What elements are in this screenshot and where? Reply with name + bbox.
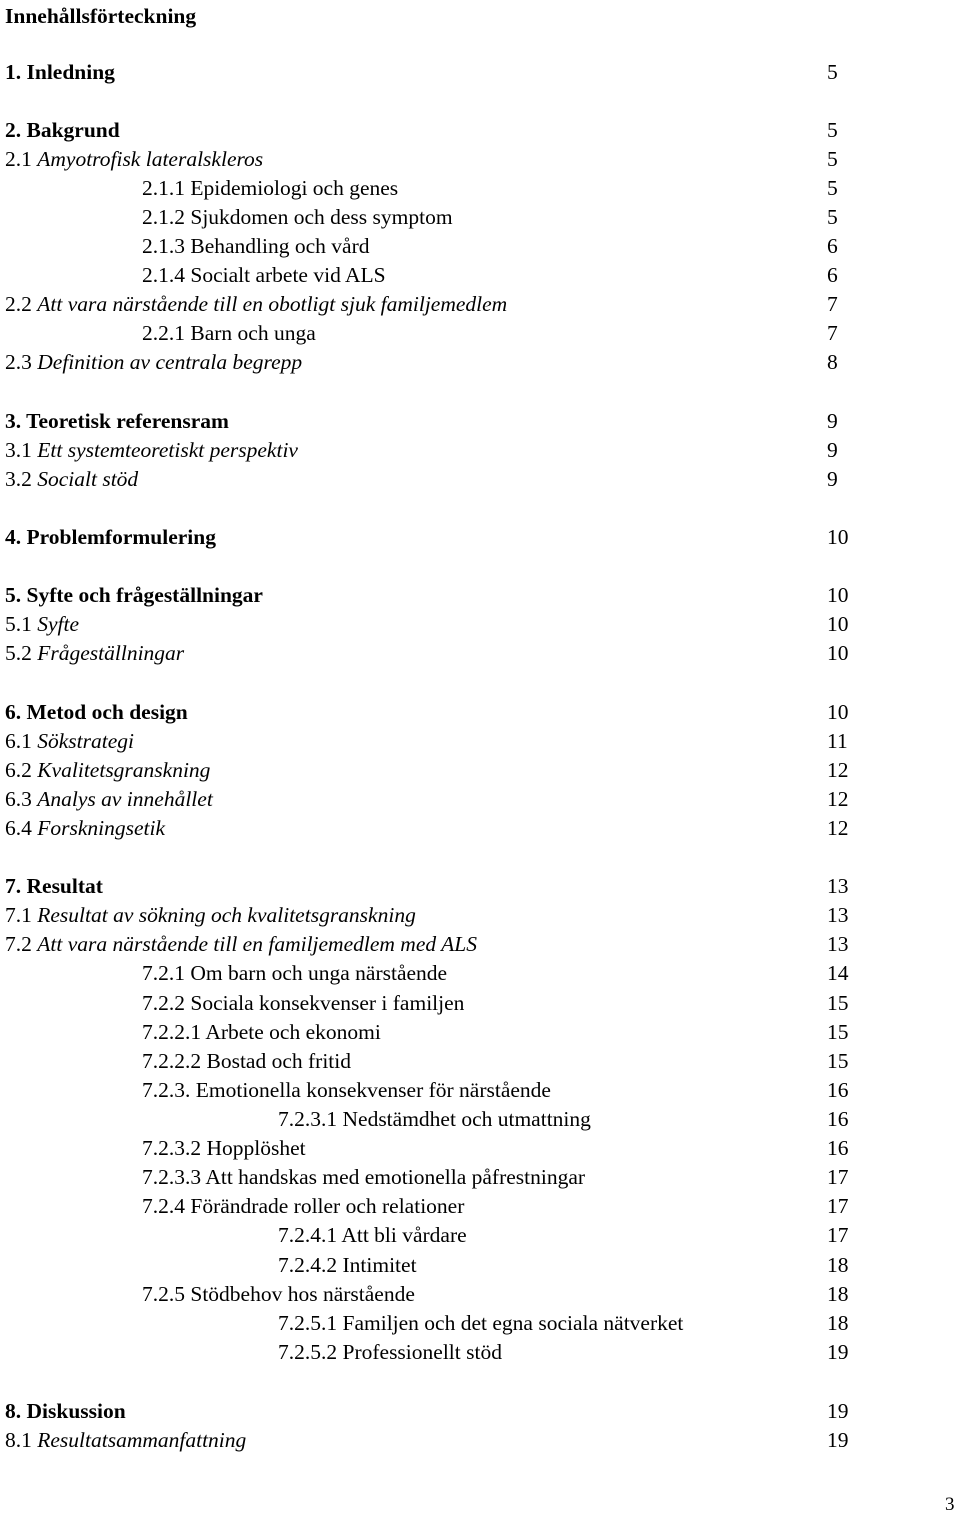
toc-entry-page: 16 [827, 1107, 849, 1131]
toc-entry-title [5, 873, 103, 899]
toc-entry-page: 17 [827, 1223, 849, 1247]
toc-entry-title [5, 437, 298, 463]
toc-entry-title [5, 786, 213, 812]
toc-entry [0, 1019, 900, 1048]
toc-entry [0, 582, 900, 611]
toc-entry-label: Att vara närstående till en familjemedlem med ALS [37, 932, 477, 956]
toc-entry-title [142, 262, 386, 288]
toc-entry-label: Definition av centrala begrepp [37, 350, 303, 374]
toc-entry [0, 1193, 900, 1222]
toc-entry [0, 466, 900, 495]
toc-entry-title [5, 902, 416, 928]
toc-entry-title [278, 1252, 417, 1278]
toc-entry-page: 10 [827, 641, 849, 665]
toc-entry-number: 2.1.3 Behandling och vård [142, 234, 370, 258]
toc-entry [0, 1281, 900, 1310]
toc-entry-label: Ett systemteoretiskt perspektiv [37, 438, 298, 462]
toc-entry-number: 8. Diskussion [5, 1399, 126, 1423]
toc-entry-label: Resultat av sökning och kvalitetsgranskning [37, 903, 416, 927]
toc-entry-title [5, 757, 210, 783]
toc-entry-page: 16 [827, 1078, 849, 1102]
toc-entry [0, 1398, 900, 1427]
toc-entry-page: 8 [827, 350, 838, 374]
toc-entry-number: 3. Teoretisk referensram [5, 409, 229, 433]
toc-entry-title [5, 117, 120, 143]
toc-entry-number: 5. Syfte och frågeställningar [5, 583, 263, 607]
toc-entry-title [278, 1106, 591, 1132]
toc-entry-number: 7.2 [5, 932, 38, 956]
toc-entry [0, 611, 900, 640]
toc-entry-title [142, 960, 447, 986]
toc-entry-title [142, 175, 398, 201]
toc-entry-page: 10 [827, 525, 849, 549]
toc-entry [0, 1106, 900, 1135]
toc-entry-title [142, 1193, 464, 1219]
toc-entry-number: 2.1.2 Sjukdomen och dess symptom [142, 205, 453, 229]
toc-entry-page: 15 [827, 1020, 849, 1044]
toc-entry-page: 19 [827, 1340, 849, 1364]
toc-entry-title [5, 699, 188, 725]
toc-entry-title [5, 728, 134, 754]
toc-entry-number: 2.3 [5, 350, 38, 374]
toc-entry-number: 2.2 [5, 292, 38, 316]
toc-entry-number: 2. Bakgrund [5, 118, 120, 142]
toc-entry-page: 19 [827, 1428, 849, 1452]
toc-entry-number: 6.3 [5, 787, 38, 811]
toc-entry-number: 7.2.1 Om barn och unga närstående [142, 961, 448, 985]
toc-entry-title [5, 640, 184, 666]
toc-entry-label: Sökstrategi [37, 729, 134, 753]
toc-entry-title [142, 1164, 585, 1190]
toc-entry-page: 19 [827, 1399, 849, 1423]
toc-entry-number: 7.2.5 Stödbehov hos närstående [142, 1282, 415, 1306]
toc-entry [0, 699, 900, 728]
toc-entry [0, 437, 900, 466]
toc-entry-number: 7.2.4.2 Intimitet [278, 1253, 417, 1277]
toc-entry [0, 175, 900, 204]
toc-entry-page: 7 [827, 321, 838, 345]
toc-entry-label: Att vara närstående till en obotligt sjuk familjemedlem [37, 292, 508, 316]
toc-entry-page: 11 [827, 729, 848, 753]
toc-entry-number: 5.1 [5, 612, 38, 636]
toc-entry-number: 7.2.5.2 Professionellt stöd [278, 1340, 502, 1364]
toc-entry [0, 117, 900, 146]
toc-entry-page: 6 [827, 263, 838, 287]
toc-entry [0, 524, 900, 553]
toc-entry-page: 5 [827, 60, 838, 84]
toc-entry-title [5, 524, 216, 550]
toc-entry-title [142, 1135, 306, 1161]
toc-entry-number: 8.1 [5, 1428, 38, 1452]
toc-entry-number: 7.2.4.1 Att bli vårdare [278, 1223, 467, 1247]
page-number: 3 [945, 1494, 955, 1515]
toc-entry [0, 873, 900, 902]
toc-entry [0, 320, 900, 349]
toc-entry-page: 13 [827, 903, 849, 927]
toc-entry-number: 6.2 [5, 758, 38, 782]
toc-entry-page: 12 [827, 816, 849, 840]
toc-entry [0, 349, 900, 378]
toc-entry-page: 5 [827, 147, 838, 171]
toc-entry-title [278, 1339, 502, 1365]
toc-entry-title [278, 1222, 467, 1248]
toc-entry-title [278, 1310, 683, 1336]
toc-entry-page: 12 [827, 758, 849, 782]
toc-entry-title [142, 1048, 351, 1074]
toc-entry-number: 7.2.3.3 Att handskas med emotionella påfrestningar [142, 1165, 586, 1189]
toc-entry-page: 7 [827, 292, 838, 316]
toc-entry-number: 6.1 [5, 729, 38, 753]
toc-entry-title [5, 466, 138, 492]
toc-entry [0, 1077, 900, 1106]
toc-entry [0, 1135, 900, 1164]
toc-entry [0, 902, 900, 931]
toc-entry [0, 990, 900, 1019]
toc-entry-number: 2.1.4 Socialt arbete vid ALS [142, 263, 386, 287]
toc-entry-page: 12 [827, 787, 849, 811]
toc-entry-title [142, 1077, 551, 1103]
toc-entry-page: 10 [827, 700, 849, 724]
toc-entry-page: 18 [827, 1311, 849, 1335]
toc-entry-page: 6 [827, 234, 838, 258]
toc-entry [0, 1222, 900, 1251]
toc-entry-number: 6. Metod och design [5, 700, 188, 724]
toc-entry-page: 9 [827, 409, 838, 433]
toc-entry-page: 5 [827, 118, 838, 142]
toc-entry-page: 13 [827, 874, 849, 898]
toc-entry-page: 17 [827, 1165, 849, 1189]
toc-entry-number: 7. Resultat [5, 874, 103, 898]
toc-entry [0, 757, 900, 786]
toc-entry-title [142, 1281, 415, 1307]
toc-entry [0, 204, 900, 233]
toc-entry-title [142, 990, 464, 1016]
toc-entry-label: Socialt stöd [37, 467, 139, 491]
toc-entry-title [5, 582, 263, 608]
toc-entry-number: 3.2 [5, 467, 38, 491]
toc-entry-number: 2.1.1 Epidemiologi och genes [142, 176, 399, 200]
toc-entry-title [5, 59, 115, 85]
toc-entry [0, 146, 900, 175]
toc-entry-page: 13 [827, 932, 849, 956]
toc-entry [0, 786, 900, 815]
toc-entry-number: 2.2.1 Barn och unga [142, 321, 316, 345]
toc-entry-number: 7.2.2.2 Bostad och fritid [142, 1049, 352, 1073]
toc-entry [0, 1339, 900, 1368]
toc-entry-page: 18 [827, 1253, 849, 1277]
toc-entry [0, 1252, 900, 1281]
toc-entry [0, 262, 900, 291]
toc-entry-page: 17 [827, 1194, 849, 1218]
toc-entry-number: 7.2.2 Sociala konsekvenser i familjen [142, 991, 465, 1015]
toc-entry-page: 9 [827, 438, 838, 462]
toc-entry-number: 7.2.3.2 Hopplöshet [142, 1136, 306, 1160]
toc-entry-label: Forskningsetik [37, 816, 166, 840]
toc-entry-page: 5 [827, 205, 838, 229]
toc-entry [0, 233, 900, 262]
toc-entry-label: Kvalitetsgranskning [37, 758, 211, 782]
toc-entry [0, 1310, 900, 1339]
toc-entry-title [5, 815, 165, 841]
toc-entry-title [5, 931, 477, 957]
toc-entry-page: 15 [827, 1049, 849, 1073]
toc-entry-page: 16 [827, 1136, 849, 1160]
toc-entry-page: 15 [827, 991, 849, 1015]
toc-entry-title [5, 408, 229, 434]
toc-entry-number: 4. Problemformulering [5, 525, 216, 549]
toc-entry [0, 815, 900, 844]
toc-entry-label: Frågeställningar [37, 641, 185, 665]
toc-entry-title [5, 291, 507, 317]
toc-entry-number: 6.4 [5, 816, 38, 840]
toc-entry [0, 960, 900, 989]
toc-entry-page: 5 [827, 176, 838, 200]
toc-entry [0, 1427, 900, 1456]
toc-entry-number: 1. Inledning [5, 60, 115, 84]
toc-entry [0, 408, 900, 437]
toc-entry [0, 59, 900, 88]
toc-entry-number: 7.2.5.1 Familjen och det egna sociala nätverket [278, 1311, 684, 1335]
toc-entry-number: 5.2 [5, 641, 38, 665]
toc-entry-page: 14 [827, 961, 849, 985]
toc-entry-number: 2.1 [5, 147, 38, 171]
toc-entry-page: 9 [827, 467, 838, 491]
toc-entry-title [142, 204, 453, 230]
toc-entry-number: 3.1 [5, 438, 38, 462]
toc-entry-number: 7.1 [5, 903, 38, 927]
toc-entry-page: 10 [827, 583, 849, 607]
toc-entry-page: 18 [827, 1282, 849, 1306]
toc-entry-label: Analys av innehållet [37, 787, 213, 811]
toc-entry-title [5, 611, 79, 637]
toc-entry-number: 7.2.3.1 Nedstämdhet och utmattning [278, 1107, 591, 1131]
toc-entry-number: 7.2.3. Emotionella konsekvenser för närstående [142, 1078, 551, 1102]
toc-entry [0, 291, 900, 320]
toc-entry-label: Syfte [37, 612, 80, 636]
toc-entry [0, 728, 900, 757]
toc-heading: Innehållsförteckning [5, 4, 197, 28]
toc-entry-title [142, 233, 370, 259]
toc-entry-label: Amyotrofisk lateralskleros [37, 147, 264, 171]
toc-entry-title [5, 146, 263, 172]
toc-entry-page: 10 [827, 612, 849, 636]
toc-entry-number: 7.2.2.1 Arbete och ekonomi [142, 1020, 381, 1044]
toc-entry-title [5, 349, 302, 375]
toc-entry [0, 1164, 900, 1193]
toc-entry-title [5, 1398, 126, 1424]
toc-entry-number: 7.2.4 Förändrade roller och relationer [142, 1194, 465, 1218]
toc-entry-title [142, 320, 316, 346]
toc-entry-label: Resultatsammanfattning [37, 1428, 247, 1452]
toc-entry-title [5, 1427, 246, 1453]
toc-entry-title [142, 1019, 381, 1045]
toc-entry [0, 640, 900, 669]
toc-entry [0, 931, 900, 960]
toc-entry [0, 1048, 900, 1077]
